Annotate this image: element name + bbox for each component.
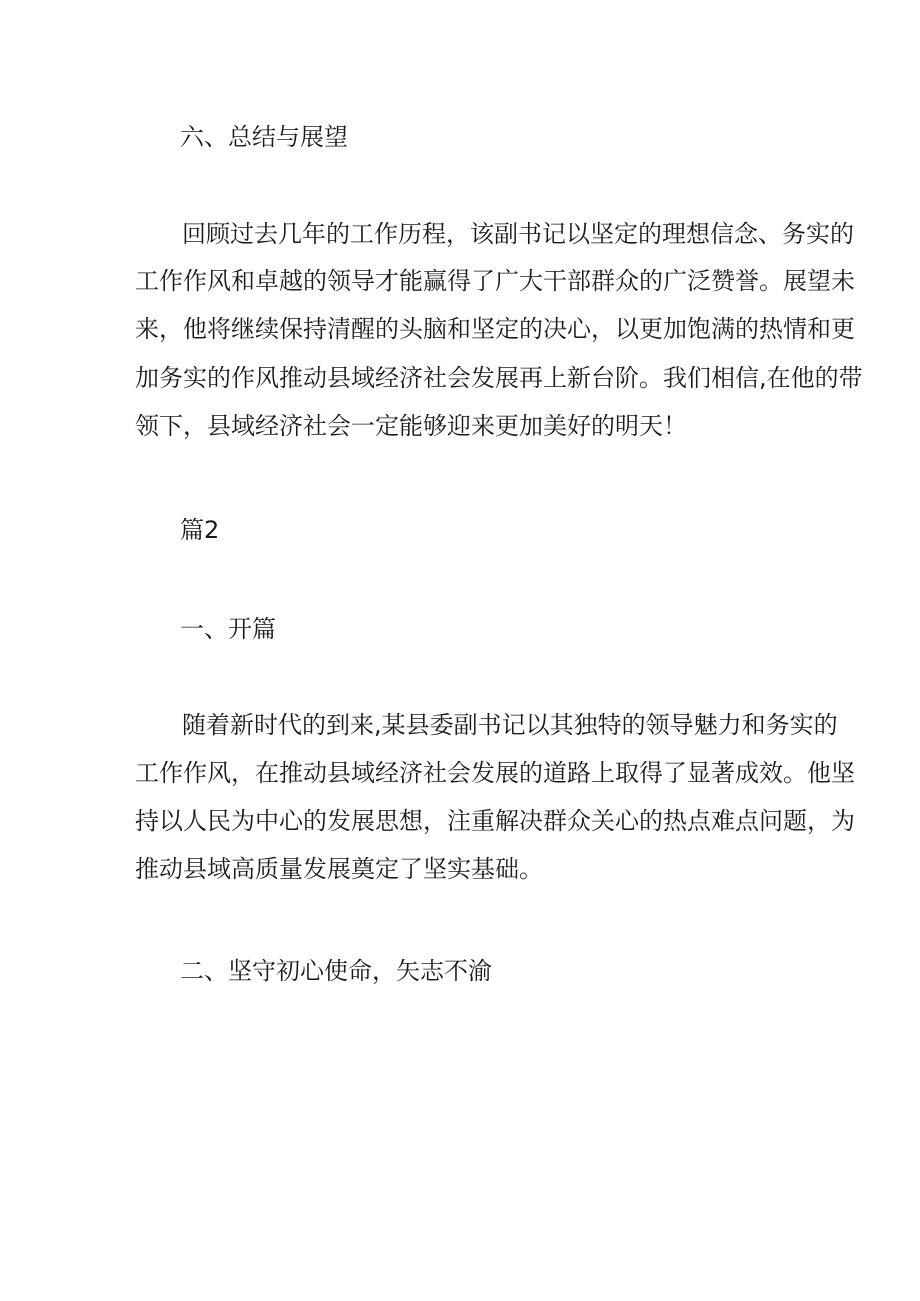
section-6-heading: 六、总结与展望 <box>180 123 348 151</box>
paragraph-line: 工作作风和卓越的领导才能赢得了广大干部群众的广泛赞誉。展望未 <box>135 267 855 295</box>
paragraph-line: 随着新时代的到来,某县委副书记以其独特的领导魅力和务实的 <box>182 711 838 739</box>
article-2-title: 篇2 <box>180 516 220 544</box>
paragraph-line: 推动县域高质量发展奠定了坚实基础。 <box>135 855 543 883</box>
paragraph-line: 领下，县域经济社会一定能够迎来更加美好的明天！ <box>135 412 687 440</box>
paragraph-line: 回顾过去几年的工作历程，该副书记以坚定的理想信念、务实的 <box>182 220 854 248</box>
section-2-heading: 二、坚守初心使命，矢志不渝 <box>180 957 492 985</box>
paragraph-line: 持以人民为中心的发展思想，注重解决群众关心的热点难点问题，为 <box>135 807 855 835</box>
paragraph-line: 来，他将继续保持清醒的头脑和坚定的决心，以更加饱满的热情和更 <box>135 315 855 343</box>
section-1-heading: 一、开篇 <box>180 615 276 643</box>
paragraph-line: 工作作风，在推动县域经济社会发展的道路上取得了显著成效。他坚 <box>135 759 855 787</box>
paragraph-line: 加务实的作风推动县域经济社会发展再上新台阶。我们相信,在他的带 <box>135 364 863 392</box>
